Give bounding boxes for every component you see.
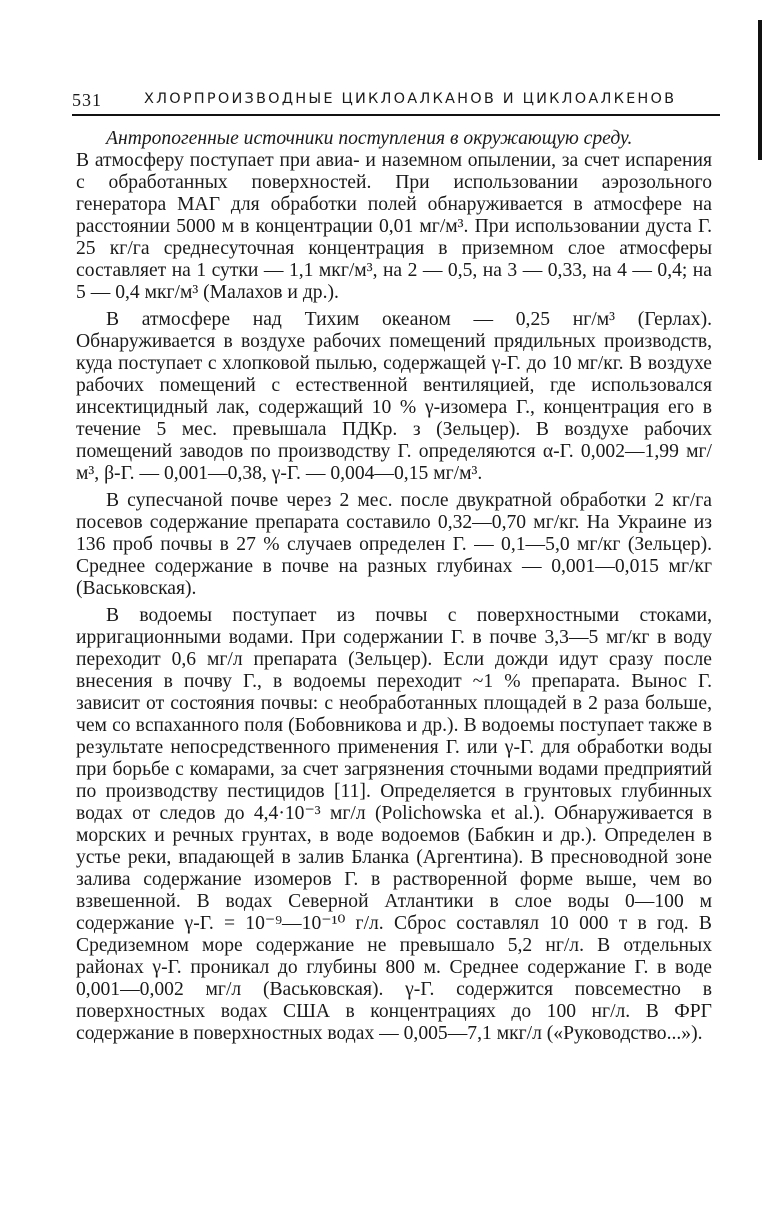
paragraph-4 bbox=[76, 605, 712, 1045]
section-lead: Антропогенные источники поступления в окружающую среду. bbox=[106, 128, 633, 149]
page-number: 531 bbox=[72, 90, 102, 110]
paragraph-3 bbox=[76, 490, 712, 600]
paragraph-text: В супесчаной почве через 2 мес. после двукратной обработки 2 кг/га посевов содержание препарата составило 0,32—0,70 мг/кг. На Украине из 136 проб почвы в 27 % случаев определен Г. — 0,1—5,0 мг/кг (Зельцер). Среднее содержание в почве на разных глубинах — 0,001—0,015 мг/кг (Васьковская). bbox=[76, 490, 712, 599]
body-text bbox=[76, 128, 712, 1050]
paragraph-2 bbox=[76, 309, 712, 485]
paragraph-text: В атмосферу поступает при авиа- и наземном опылении, за счет испарения с обработанных поверхностей. При использовании аэрозольного генератора МАГ для обработки полей обнаруживается в атмосфере на расстоянии 5000 м в концентрации 0,01 мг/м³. При использовании дуста Г. 25 кг/га среднесуточная концентрация в приземном слое атмосферы составляет на 1 сутки — 1,1 мкг/м³, на 2 — 0,5, на 3 — 0,33, на 4 — 0,4; на 5 — 0,4 мкг/м³ (Малахов и др.). bbox=[76, 150, 712, 303]
running-title: ХЛОРПРОИЗВОДНЫЕ ЦИКЛОАЛКАНОВ И ЦИКЛОАЛКЕНОВ bbox=[144, 91, 677, 107]
paragraph-text: В водоемы поступает из почвы с поверхностными стоками, ирригационными водами. При содержании Г. в почве 3,3—5 мг/кг в воду переходит 0,6 мг/л препарата (Зельцер). Если дожди идут сразу после внесения в почву Г., в водоемы переходит ~1 % препарата. Вынос Г. зависит от состояния почвы: с необработанных площадей в 2 раза больше, чем со вспаханного поля (Бобовникова и др.). В водоемы поступает также в результате непосредственного применения Г. или γ-Г. для обработки воды при борьбе с комарами, за счет загрязнения сточными водами предприятий по производству пестицидов [11]. Определяется в грунтовых глубинных водах от следов до 4,4·10⁻³ мг/л (Polichowska et al.). Обнаруживается в морских и речных грунтах, в воде водоемов (Бабкин и др.). Определен в устье реки, впадающей в залив Бланка (Аргентина). В пресноводной зоне залива содержание изомеров Г. в растворенной форме выше, чем во взвешенной. В водах Северной Атлантики в слое воды 0—100 м содержание γ-Г. = 10⁻⁹—10⁻¹⁰ г/л. Сброс составлял 10 000 т в год. В Средиземном море содержание не превышало 5,2 нг/л. В отдельных районах γ-Г. проникал до глубины 800 м. Среднее содержание Г. в воде 0,001—0,002 мг/л (Васьковская). γ-Г. содержится повсеместно в поверхностных водах США в концентрациях до 100 нг/л. В ФРГ содержание в поверхностных водах — 0,005—7,1 мкг/л («Руководство...»). bbox=[76, 605, 712, 1044]
page-edge-mark bbox=[758, 20, 762, 160]
page-header bbox=[72, 88, 720, 116]
paragraph-text: В атмосфере над Тихим океаном — 0,25 нг/м³ (Герлах). Обнаруживается в воздухе рабочих помещений прядильных производств, куда поступает с хлопковой пылью, содержащей γ-Г. до 10 мг/кг. В воздухе рабочих помещений с естественной вентиляцией, где использовался инсектицидный лак, содержащий 10 % γ-изомера Г., концентрация его в течение 5 мес. превышала ПДКр. з (Зельцер). В воздухе рабочих помещений заводов по производству Г. определяются α-Г. 0,002—1,99 мг/м³, β-Г. — 0,001—0,38, γ-Г. — 0,004—0,15 мг/м³. bbox=[76, 309, 712, 484]
paragraph-1 bbox=[76, 128, 712, 304]
